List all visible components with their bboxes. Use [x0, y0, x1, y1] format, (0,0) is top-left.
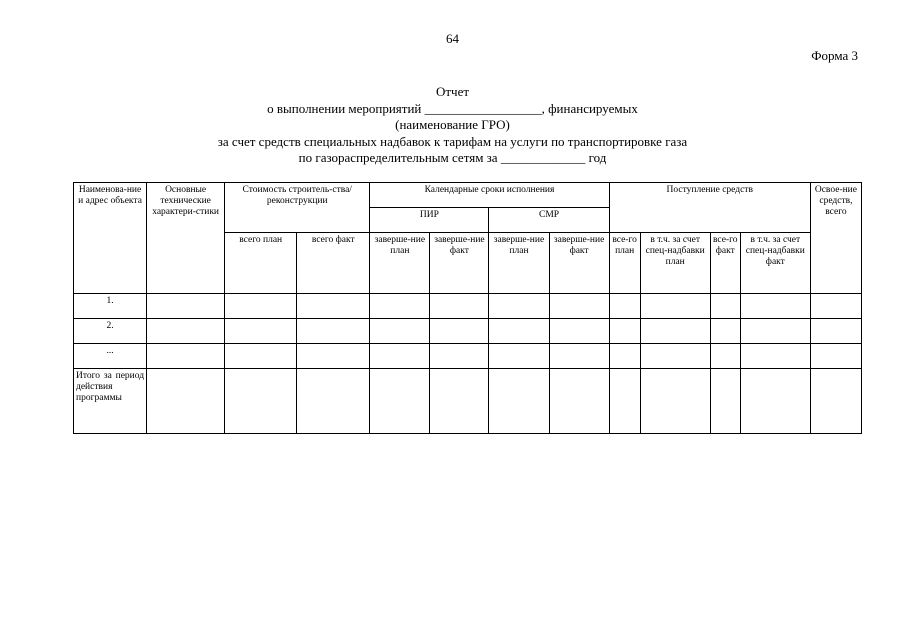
table-row-total [74, 369, 862, 434]
heading-line-5: по газораспределительным сетям за _____________ год [298, 150, 607, 165]
report-table [73, 182, 862, 434]
header-cost-fact: всего факт [297, 233, 370, 294]
header-cost-plan: всего план [225, 233, 297, 294]
header-pir: ПИР [370, 208, 489, 233]
heading-line-2: о выполнении мероприятий __________________, финансируемых [267, 100, 638, 116]
header-fund-special-fact: в т.ч. за счет спец-надбавки факт [740, 233, 810, 294]
header-cost: Стоимость строитель-ства/реконструкции [225, 183, 370, 233]
header-tech: Основные технические характери-стики [147, 183, 225, 294]
table-row [74, 294, 862, 319]
form-label: Форма 3 [811, 48, 858, 63]
header-smr-fact: заверше-ние факт [549, 233, 609, 294]
header-name: Наименова-ние и адрес объекта [74, 183, 147, 294]
row-label: ... [74, 344, 147, 369]
heading-line-4: за счет средств специальных надбавок к тарифам на услуги по транспортировке газа [217, 133, 688, 149]
header-fund-total-fact: все-го факт [710, 233, 740, 294]
row-label: 2. [74, 319, 147, 344]
header-pir-plan: заверше-ние план [370, 233, 430, 294]
heading-line-3: (наименование ГРО) [395, 117, 510, 132]
page-number: 64 [446, 31, 459, 46]
row-label: 1. [74, 294, 147, 319]
header-fund-total-plan: все-го план [609, 233, 640, 294]
report-heading [0, 84, 905, 167]
header-development: Освое-ние средств, всего [810, 183, 861, 294]
row-label-total: Итого за период действия программы [74, 369, 147, 434]
header-pir-fact: заверше-ние факт [430, 233, 489, 294]
header-calendar: Календарные сроки исполнения [370, 183, 609, 208]
heading-title: Отчет [435, 84, 470, 99]
header-smr-plan: заверше-ние план [489, 233, 549, 294]
table-row [74, 319, 862, 344]
header-funding: Поступление средств [609, 183, 810, 233]
header-fund-special-plan: в т.ч. за счет спец-надбавки план [640, 233, 710, 294]
header-smr: СМР [489, 208, 609, 233]
table-row [74, 344, 862, 369]
